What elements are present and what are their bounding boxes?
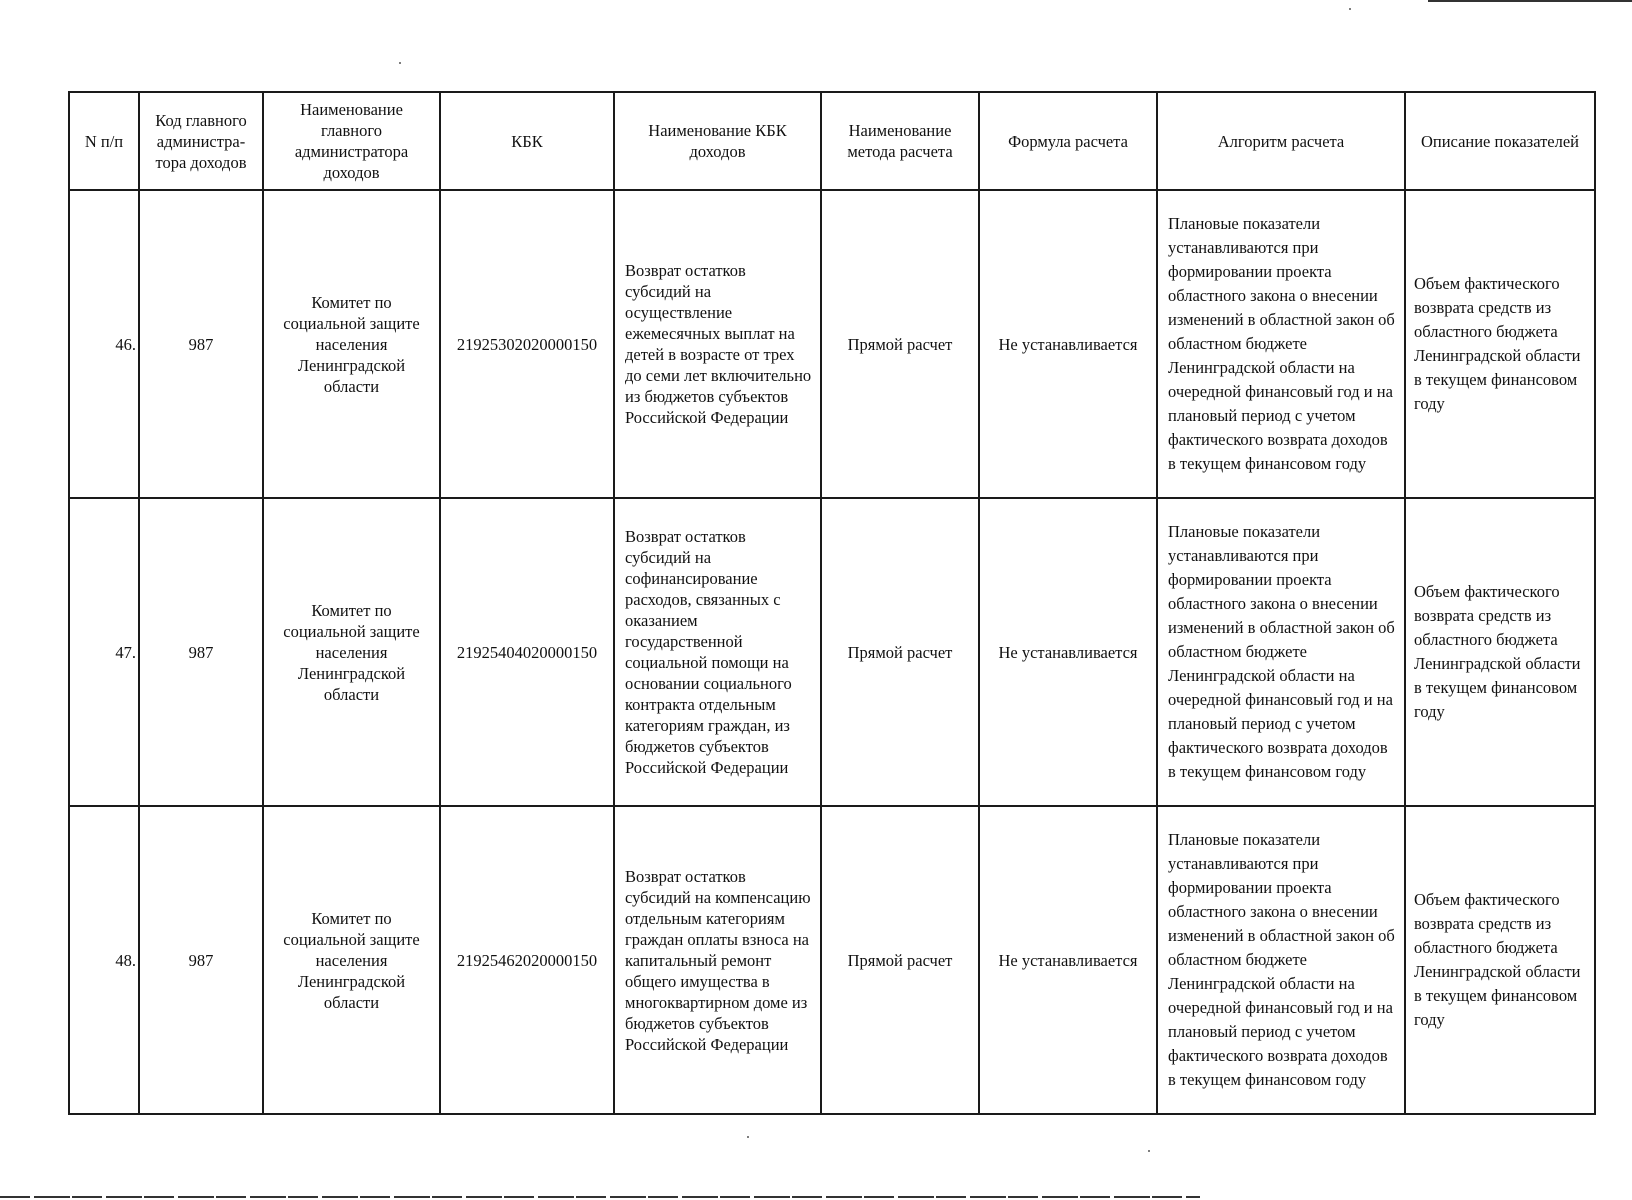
cell-org: Комитет по социальной защите населения Ленинградской области — [263, 806, 440, 1114]
scan-speck — [747, 1136, 749, 1138]
scan-edge-bottom — [0, 1196, 1200, 1198]
cell-code: 987 — [139, 498, 263, 806]
scan-speck — [1349, 8, 1351, 10]
cell-formula: Не устанавливается — [979, 806, 1157, 1114]
cell-method: Прямой расчет — [821, 190, 979, 498]
header-method: Наименование метода расчета — [821, 92, 979, 190]
header-row — [69, 92, 1595, 190]
cell-num: 47. — [69, 498, 139, 806]
cell-description: Объем фактического возврата средств из областного бюджета Ленинградской области в текущем финансовом году — [1405, 190, 1595, 498]
cell-kbk: 21925302020000150 — [440, 190, 614, 498]
header-code: Код главного администра-тора доходов — [139, 92, 263, 190]
cell-algorithm: Плановые показатели устанавливаются при формировании проекта областного закона о внесении изменений в областной закон об областном бюджете Ленинградской области на очередной финансовый год и на плановый период с учетом фактического возврата доходов в текущем финансовом году — [1157, 498, 1405, 806]
cell-algorithm: Плановые показатели устанавливаются при формировании проекта областного закона о внесении изменений в областной закон об областном бюджете Ленинградской области на очередной финансовый год и на плановый период с учетом фактического возврата доходов в текущем финансовом году — [1157, 806, 1405, 1114]
header-description: Описание показателей — [1405, 92, 1595, 190]
header-org: Наименование главного администратора доходов — [263, 92, 440, 190]
cell-num: 46. — [69, 190, 139, 498]
header-kbk: КБК — [440, 92, 614, 190]
scan-speck — [399, 62, 401, 64]
scan-speck — [1148, 1150, 1150, 1152]
table-row — [69, 190, 1595, 498]
income-methods-table — [68, 91, 1596, 1115]
cell-code: 987 — [139, 806, 263, 1114]
cell-description: Объем фактического возврата средств из областного бюджета Ленинградской области в текущем финансовом году — [1405, 806, 1595, 1114]
header-num: N п/п — [69, 92, 139, 190]
cell-method: Прямой расчет — [821, 498, 979, 806]
scan-edge-top — [1428, 0, 1632, 2]
header-algorithm: Алгоритм расчета — [1157, 92, 1405, 190]
cell-org: Комитет по социальной защите населения Ленинградской области — [263, 190, 440, 498]
cell-formula: Не устанавливается — [979, 498, 1157, 806]
cell-method: Прямой расчет — [821, 806, 979, 1114]
cell-kbk-name: Возврат остатков субсидий на софинансирование расходов, связанных с оказанием государственной социальной помощи на основании социального контракта отдельным категориям граждан, из бюджетов субъектов Российской Федерации — [614, 498, 821, 806]
cell-kbk-name: Возврат остатков субсидий на компенсацию отдельным категориям граждан оплаты взноса на капитальный ремонт общего имущества в многоквартирном доме из бюджетов субъектов Российской Федерации — [614, 806, 821, 1114]
cell-description: Объем фактического возврата средств из областного бюджета Ленинградской области в текущем финансовом году — [1405, 498, 1595, 806]
cell-code: 987 — [139, 190, 263, 498]
cell-kbk: 21925404020000150 — [440, 498, 614, 806]
cell-kbk-name: Возврат остатков субсидий на осуществление ежемесячных выплат на детей в возрасте от трех до семи лет включительно из бюджетов субъектов Российской Федерации — [614, 190, 821, 498]
table-row — [69, 498, 1595, 806]
table-row — [69, 806, 1595, 1114]
cell-algorithm: Плановые показатели устанавливаются при формировании проекта областного закона о внесении изменений в областной закон об областном бюджете Ленинградской области на очередной финансовый год и на плановый период с учетом фактического возврата доходов в текущем финансовом году — [1157, 190, 1405, 498]
cell-org: Комитет по социальной защите населения Ленинградской области — [263, 498, 440, 806]
header-formula: Формула расчета — [979, 92, 1157, 190]
cell-formula: Не устанавливается — [979, 190, 1157, 498]
header-kbk-name: Наименование КБК доходов — [614, 92, 821, 190]
cell-kbk: 21925462020000150 — [440, 806, 614, 1114]
cell-num: 48. — [69, 806, 139, 1114]
